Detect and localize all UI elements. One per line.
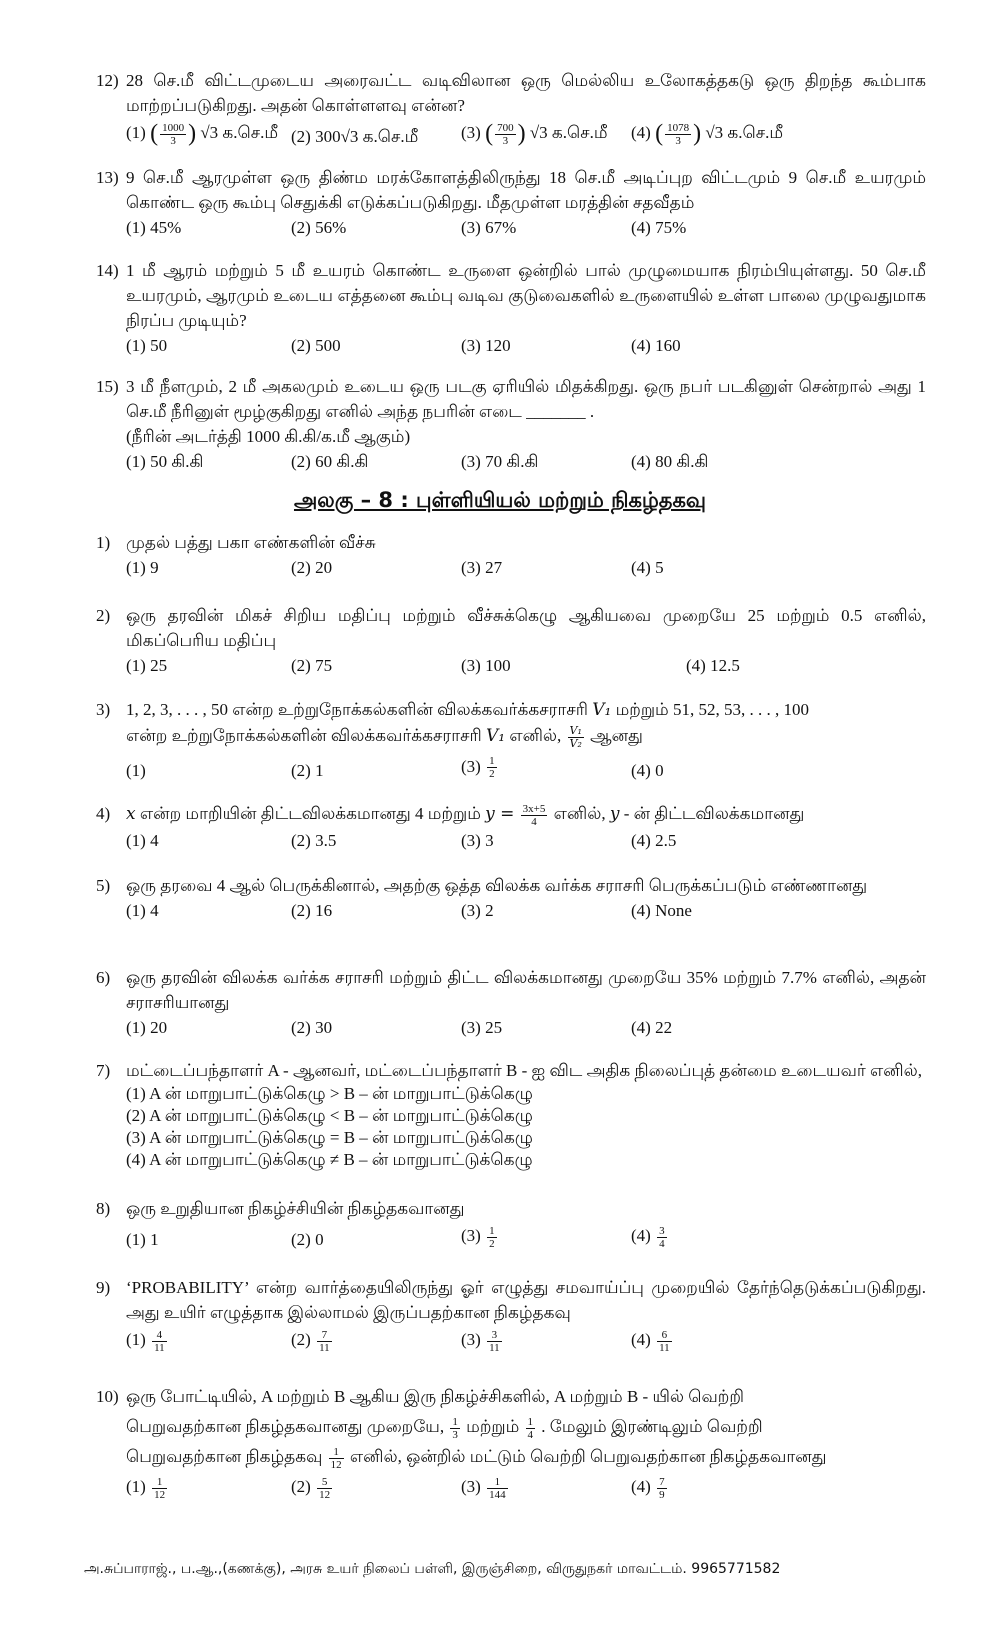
option-3: (3) 67%	[461, 218, 517, 237]
option-1: (1) 4	[126, 830, 159, 850]
option-2: (2) 30	[291, 1018, 333, 1037]
option-3: (3) 100	[461, 656, 511, 675]
question-number: 7)	[96, 1061, 111, 1080]
question-13	[96, 165, 926, 243]
question-text-line-1: ஒரு போட்டியில், A மற்றும் B ஆகிய இரு நிகழ்ச்சிகளில், A மற்றும் B - யில் வெற்றி	[126, 1387, 744, 1406]
question-number: 4)	[96, 804, 111, 823]
option-3: (3) 27	[461, 558, 503, 577]
question-note: (நீரின் அடர்த்தி 1000 கி.கி/க.மீ ஆகும்)	[126, 427, 411, 446]
option-1: (1) 1	[126, 1230, 159, 1249]
option-4: (4) None	[631, 901, 692, 920]
option-2: (2) 0	[291, 1230, 324, 1249]
question-number: 10)	[96, 1387, 119, 1406]
option-1: (1) 20	[126, 1018, 168, 1037]
question-number: 9)	[96, 1278, 111, 1297]
option-2: (2) 75	[291, 656, 333, 675]
option-2: (2) 20	[291, 558, 333, 577]
option-1: (1) 9	[126, 558, 159, 577]
option-3: (3) A ன் மாறுபாட்டுக்கெழு = B – ன் மாறுபாட்டுக்கெழு	[126, 1128, 533, 1147]
option-3: (3) $\frac{1}{2}$	[461, 755, 495, 781]
option-1: (1) $\frac{4}{11}$	[126, 1328, 165, 1354]
option-1: (1) 50 கி.கி	[126, 452, 204, 471]
option-2: (2) $\frac{7}{11}$	[291, 1328, 330, 1354]
question-9	[96, 1275, 926, 1361]
option-1: (1) A ன் மாறுபாட்டுக்கெழு > B – ன் மாறுபாட்டுக்கெழு	[126, 1084, 533, 1103]
question-text: x என்ற மாறியின் திட்டவிலக்கமானது 4 மற்றும் y = $\frac{3x+5}{4}$ எனில், y - ன் திட்டவிலக்கமானது	[126, 802, 805, 828]
page-footer: அ.சுப்பாராஜ்., ப.ஆ.,(கணக்கு), அரசு உயர் நிலைப் பள்ளி, இருஞ்சிறை, விருதுநகர் மாவட்டம். 9965771582	[84, 1561, 781, 1577]
question-14	[96, 258, 926, 361]
option-1: (1) 4	[126, 901, 159, 920]
option-3: (3) 25	[461, 1018, 503, 1037]
option-1: (1) $\frac{1}{12}$	[126, 1475, 166, 1501]
option-4: (4) $\frac{7}{9}$	[631, 1475, 665, 1501]
options-list	[126, 1083, 926, 1171]
question-number: 12)	[96, 71, 119, 90]
option-2: (2) 56%	[291, 218, 347, 237]
option-4: (4) 80 கி.கி	[631, 452, 709, 471]
question-number: 1)	[96, 533, 111, 552]
option-2: (2) 16	[291, 901, 333, 920]
question-number: 15)	[96, 377, 119, 396]
question-number: 13)	[96, 168, 119, 187]
option-3: (3) $\frac{3}{11}$	[461, 1328, 500, 1354]
question-10	[96, 1382, 926, 1508]
question-text-line-2: பெறுவதற்கான நிகழ்தகவானது முறையே, $\frac{1}{3}$ மற்றும் $\frac{1}{4}$ . மேலும் இரண்டிலும் வெற்றி	[126, 1415, 763, 1441]
option-4: (4) ( $\frac{1078}{3}$ ) √3 க.செ.மீ	[631, 120, 784, 147]
option-3: (3) ( $\frac{700}{3}$ ) √3 க.செ.மீ	[461, 120, 608, 147]
option-1: (1) ( $\frac{1000}{3}$ ) √3 க.செ.மீ	[126, 120, 279, 147]
question-3	[96, 697, 926, 788]
option-2: (2) 3.5	[291, 830, 337, 850]
option-4: (4) 75%	[631, 218, 687, 237]
option-4: (4) 2.5	[631, 830, 677, 850]
question-text: ஒரு உறுதியான நிகழ்ச்சியின் நிகழ்தகவானது	[126, 1199, 465, 1218]
question-text: 1 மீ ஆரம் மற்றும் 5 மீ உயரம் கொண்ட உருளை ஒன்றில் பால் முழுமையாக நிரம்பியுள்ளது. 50 செ.மீ உயரமும், ஆரமும் உடைய எத்தனை கூம்பு வடிவ குடுவைகளில் உருளையில் உள்ள பாலை முழுவதுமாக நிரப்ப முடியும்?	[126, 261, 926, 330]
question-12	[96, 68, 926, 152]
option-3: (3) 2	[461, 901, 494, 920]
option-4: (4) 160	[631, 336, 681, 355]
question-text-line-2: என்ற உற்றுநோக்கல்களின் விலக்கவர்க்கசராசரி V₁ எனில், $\frac{\text{V₁}}{\text{V₂}}$ ஆனது	[126, 723, 643, 750]
question-5	[96, 873, 926, 926]
question-15	[96, 374, 926, 477]
option-3: (3) 120	[461, 336, 511, 355]
option-3: (3) 3	[461, 830, 494, 850]
option-4: (4) 0	[631, 760, 664, 780]
option-4: (4) A ன் மாறுபாட்டுக்கெழு ≠ B – ன் மாறுபாட்டுக்கெழு	[126, 1150, 533, 1169]
question-8	[96, 1196, 926, 1257]
option-4: (4) 12.5	[686, 656, 740, 675]
question-text: 3 மீ நீளமும், 2 மீ அகலமும் உடைய ஒரு படகு ஏரியில் மிதக்கிறது. ஒரு நபர் படகினுள் சென்றால் அது 1 செ.மீ நீரினுள் மூழ்குகிறது எனில் அந்த நபரின் எடை _______ .	[126, 377, 926, 421]
option-4: (4) 5	[631, 558, 664, 577]
question-text: 28 செ.மீ விட்டமுடைய அரைவட்ட வடிவிலான ஒரு மெல்லிய உலோகத்தகடு ஒரு திறந்த கூம்பாக மாற்றப்படுகிறது. அதன் கொள்ளளவு என்ன?	[126, 71, 926, 115]
question-text: ஒரு தரவின் மிகச் சிறிய மதிப்பு மற்றும் வீச்சுக்கெழு ஆகியவை முறையே 25 மற்றும் 0.5 எனில், மிகப்பெரிய மதிப்பு	[126, 606, 926, 650]
option-2: (2) 1	[291, 760, 324, 780]
question-4	[96, 801, 926, 856]
question-1	[96, 530, 926, 583]
question-number: 6)	[96, 968, 111, 987]
option-2: (2) A ன் மாறுபாட்டுக்கெழு < B – ன் மாறுபாட்டுக்கெழு	[126, 1106, 533, 1125]
question-2	[96, 603, 926, 681]
question-text: ‘PROBABILITY’ என்ற வார்த்தையிலிருந்து ஓர் எழுத்து சமவாய்ப்பு முறையில் தேர்ந்தெடுக்கப்படுகிறது. அது உயிர் எழுத்தாக இல்லாமல் இருப்பதற்கான நிகழ்தகவு	[126, 1278, 926, 1322]
option-1: (1) 45%	[126, 218, 182, 237]
question-text: ஒரு தரவின் விலக்க வர்க்க சராசரி மற்றும் திட்ட விலக்கமானது முறையே 35% மற்றும் 7.7% எனில், அதன் சராசரியானது	[126, 968, 926, 1012]
question-number: 2)	[96, 606, 111, 625]
question-text: 9 செ.மீ ஆரமுள்ள ஒரு திண்ம மரக்கோளத்திலிருந்து 18 செ.மீ அடிப்புற விட்டமும் 9 செ.மீ உயரமும் கொண்ட ஒரு கூம்பு செதுக்கி எடுக்கப்படுகிறது. மீதமுள்ள மரத்தின் சதவீதம்	[126, 168, 926, 212]
question-text-line-1: 1, 2, 3, . . . , 50 என்ற உற்றுநோக்கல்களின் விலக்கவர்க்கசராசரி V₁ மற்றும் 51, 52, 53, . . . , 100	[126, 700, 809, 720]
question-text-line-3: பெறுவதற்கான நிகழ்தகவு $\frac{1}{12}$ எனில், ஒன்றில் மட்டும் வெற்றி பெறுவதற்கான நிகழ்தகவானது	[126, 1445, 827, 1471]
question-number: 8)	[96, 1199, 111, 1218]
option-2: (2) 500	[291, 336, 341, 355]
question-number: 3)	[96, 700, 111, 719]
option-2: (2) 300√3 க.செ.மீ	[291, 127, 419, 146]
option-1: (1) 50	[126, 336, 168, 355]
option-4: (4) $\frac{6}{11}$	[631, 1328, 670, 1354]
option-3: (3) $\frac{1}{2}$	[461, 1224, 495, 1250]
option-4: (4) 22	[631, 1018, 673, 1037]
question-7	[96, 1058, 926, 1171]
option-3: (3) $\frac{1}{144}$	[461, 1475, 506, 1501]
question-number: 14)	[96, 261, 119, 280]
option-2: (2) 60 கி.கி	[291, 452, 369, 471]
question-text: ஒரு தரவை 4 ஆல் பெருக்கினால், அதற்கு ஒத்த விலக்க வர்க்க சராசரி பெருக்கப்படும் எண்ணானது	[126, 876, 868, 895]
question-text: முதல் பத்து பகா எண்களின் வீச்சு	[126, 533, 376, 552]
question-text: மட்டைப்பந்தாளர் A - ஆனவர், மட்டைப்பந்தாளர் B - ஐ விட அதிக நிலைப்புத் தன்மை உடையவர் எனில்,	[126, 1061, 922, 1080]
question-6	[96, 965, 926, 1043]
option-4: (4) $\frac{3}{4}$	[631, 1224, 665, 1250]
unit-title: அலகு – 8 : புள்ளியியல் மற்றும் நிகழ்தகவு	[293, 488, 707, 512]
option-1: (1)	[126, 760, 146, 780]
option-1: (1) 25	[126, 656, 168, 675]
option-3: (3) 70 கி.கி	[461, 452, 539, 471]
option-2: (2) $\frac{5}{12}$	[291, 1475, 331, 1501]
question-number: 5)	[96, 876, 111, 895]
